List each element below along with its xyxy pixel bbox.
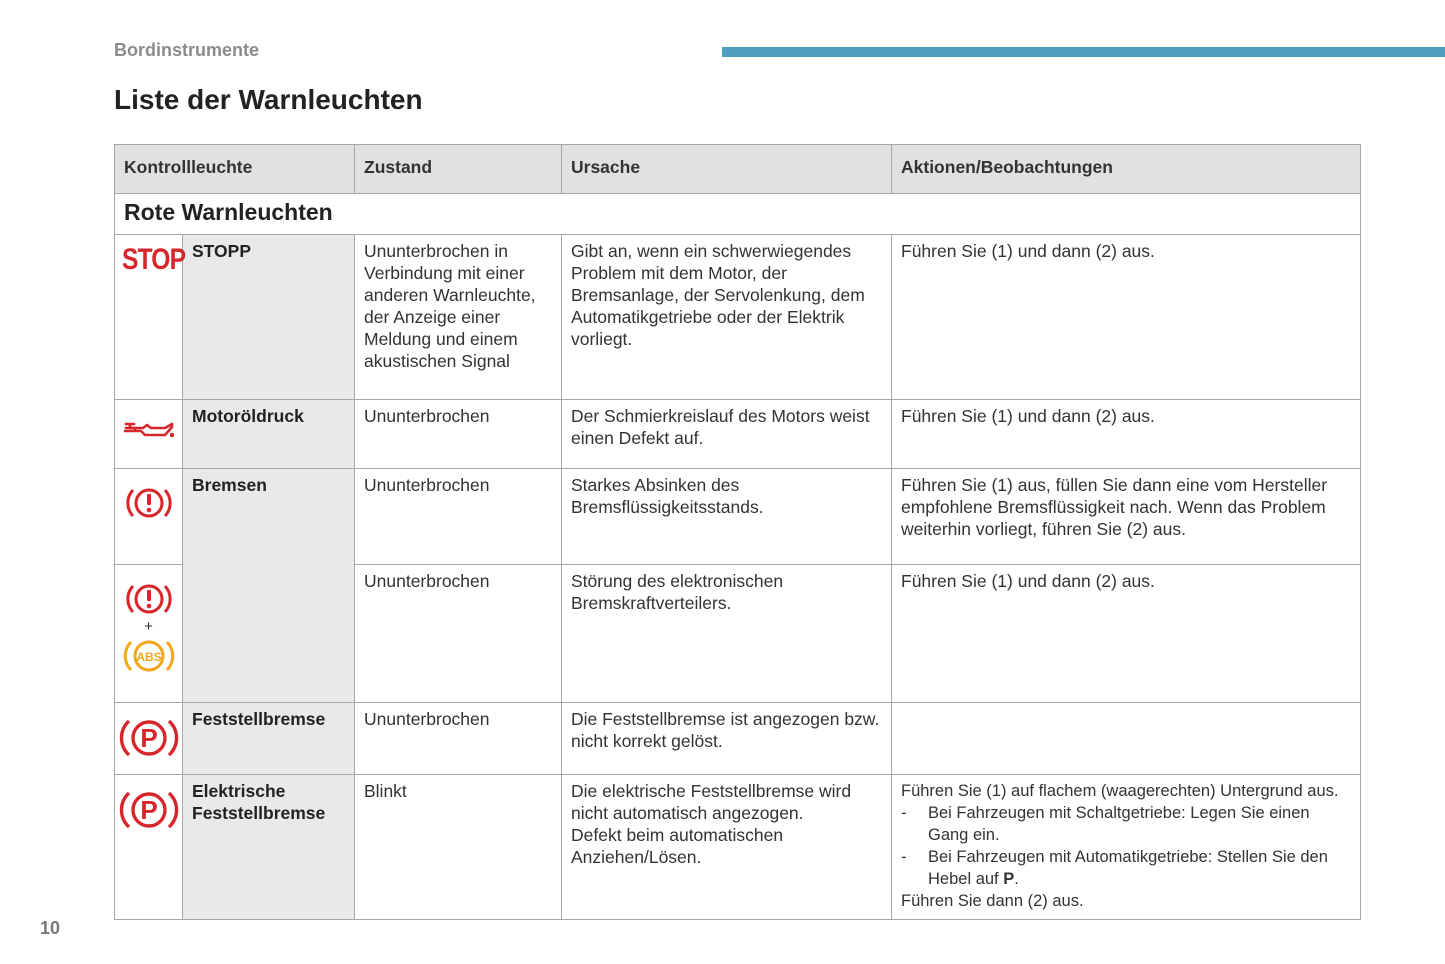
action-item-text: Bei Fahrzeugen mit Automatikgetriebe: Stellen Sie den Hebel auf — [928, 848, 1328, 888]
group-row — [115, 194, 1361, 235]
column-header-indicator: Kontrollleuchte — [115, 145, 355, 194]
page-number: 10 — [40, 918, 61, 938]
cause-cell: Gibt an, wenn ein schwerwiegendes Problem mit dem Motor, der Bremsanlage, der Servolenkung, dem Automatikgetriebe oder der Elektrik vorliegt. — [562, 235, 892, 400]
oil-icon-cell — [115, 400, 183, 469]
table-row — [115, 703, 1361, 775]
cause-cell: Die Feststellbremse ist angezogen bzw. nicht korrekt gelöst. — [562, 703, 892, 775]
action-cell: Führen Sie (1) und dann (2) aus. — [892, 565, 1361, 703]
indicator-name — [183, 775, 355, 920]
dash: - — [901, 848, 907, 866]
action-item — [901, 802, 1352, 846]
table-row — [115, 235, 1361, 400]
indicator-name: Motoröldruck — [183, 400, 355, 469]
dash: - — [901, 804, 907, 822]
action-cell — [892, 775, 1361, 920]
brake-warning-icon — [124, 483, 174, 523]
column-header-actions: Aktionen/Beobachtungen — [892, 145, 1361, 194]
state-cell: Ununterbrochen — [355, 469, 562, 565]
action-outro: Führen Sie dann (2) aus. — [901, 892, 1084, 910]
state-cell: Ununterbrochen — [355, 703, 562, 775]
cause-line: Defekt beim automatischen Anziehen/Lösen. — [571, 825, 784, 867]
brake-warning-icon — [124, 579, 174, 619]
warning-lights-table — [114, 144, 1361, 920]
parking-brake-icon — [119, 715, 179, 761]
brake-icon-cell — [115, 469, 183, 565]
action-item-text: Bei Fahrzeugen mit Schaltgetriebe: Legen Sie einen Gang ein. — [928, 804, 1310, 844]
action-cell — [892, 703, 1361, 775]
table-header-row — [115, 145, 1361, 194]
electric-parking-brake-letter: P — [139, 795, 158, 825]
abs-icon — [122, 635, 176, 677]
indicator-name: Feststellbremse — [183, 703, 355, 775]
state-cell: Ununterbrochen — [355, 400, 562, 469]
action-item — [901, 846, 1352, 890]
section-label: Bordinstrumente — [114, 40, 260, 60]
indicator-name-line1: Elektrische — [192, 781, 286, 801]
plus-sign: + — [144, 618, 153, 635]
column-header-cause: Ursache — [562, 145, 892, 194]
cause-cell: Starkes Absinken des Bremsflüssigkeitsstands. — [562, 469, 892, 565]
group-title: Rote Warnleuchten — [115, 194, 1361, 235]
indicator-name: Bremsen — [183, 469, 355, 703]
action-list — [901, 802, 1352, 890]
state-cell: Ununterbrochen in Verbindung mit einer anderen Warnleuchte, der Anzeige einer Meldung und einem akustischen Signal — [355, 235, 562, 400]
table-row — [115, 469, 1361, 565]
action-cell: Führen Sie (1) und dann (2) aus. — [892, 235, 1361, 400]
electric-parking-brake-icon — [119, 787, 179, 833]
cause-cell — [562, 775, 892, 920]
table-row — [115, 775, 1361, 920]
oil-can-icon — [121, 418, 177, 448]
parking-brake-letter: P — [139, 723, 158, 753]
brake-abs-icon-cell — [115, 565, 183, 703]
cause-line: Die elektrische Feststellbremse wird nicht automatisch angezogen. — [571, 781, 852, 823]
page-title: Liste der Warnleuchten — [114, 84, 423, 115]
cause-cell: Störung des elektronischen Bremskraftverteilers. — [562, 565, 892, 703]
action-item-end: . — [1014, 870, 1019, 888]
action-intro: Führen Sie (1) auf flachem (waagerechten) Untergrund aus. — [901, 782, 1339, 800]
column-header-state: Zustand — [355, 145, 562, 194]
action-cell: Führen Sie (1) aus, füllen Sie dann eine vom Hersteller empfohlene Bremsflüssigkeit nach. Wenn das Problem weiterhin vorliegt, führen Sie (2) aus. — [892, 469, 1361, 565]
oil-drop — [169, 433, 173, 437]
cause-cell: Der Schmierkreislauf des Motors weist einen Defekt auf. — [562, 400, 892, 469]
state-cell: Blinkt — [355, 775, 562, 920]
electric-parking-brake-icon-cell — [115, 775, 183, 920]
accent-bar — [722, 47, 1445, 57]
action-item-bold: P — [1003, 870, 1015, 888]
state-cell: Ununterbrochen — [355, 565, 562, 703]
indicator-name: STOPP — [183, 235, 355, 400]
action-cell: Führen Sie (1) und dann (2) aus. — [892, 400, 1361, 469]
indicator-name-line2: Feststellbremse — [192, 803, 326, 823]
stop-icon: STOP — [121, 243, 186, 276]
table-row — [115, 400, 1361, 469]
stop-icon-cell — [115, 235, 186, 400]
abs-label: ABS — [135, 650, 162, 664]
parking-brake-icon-cell — [115, 703, 183, 775]
